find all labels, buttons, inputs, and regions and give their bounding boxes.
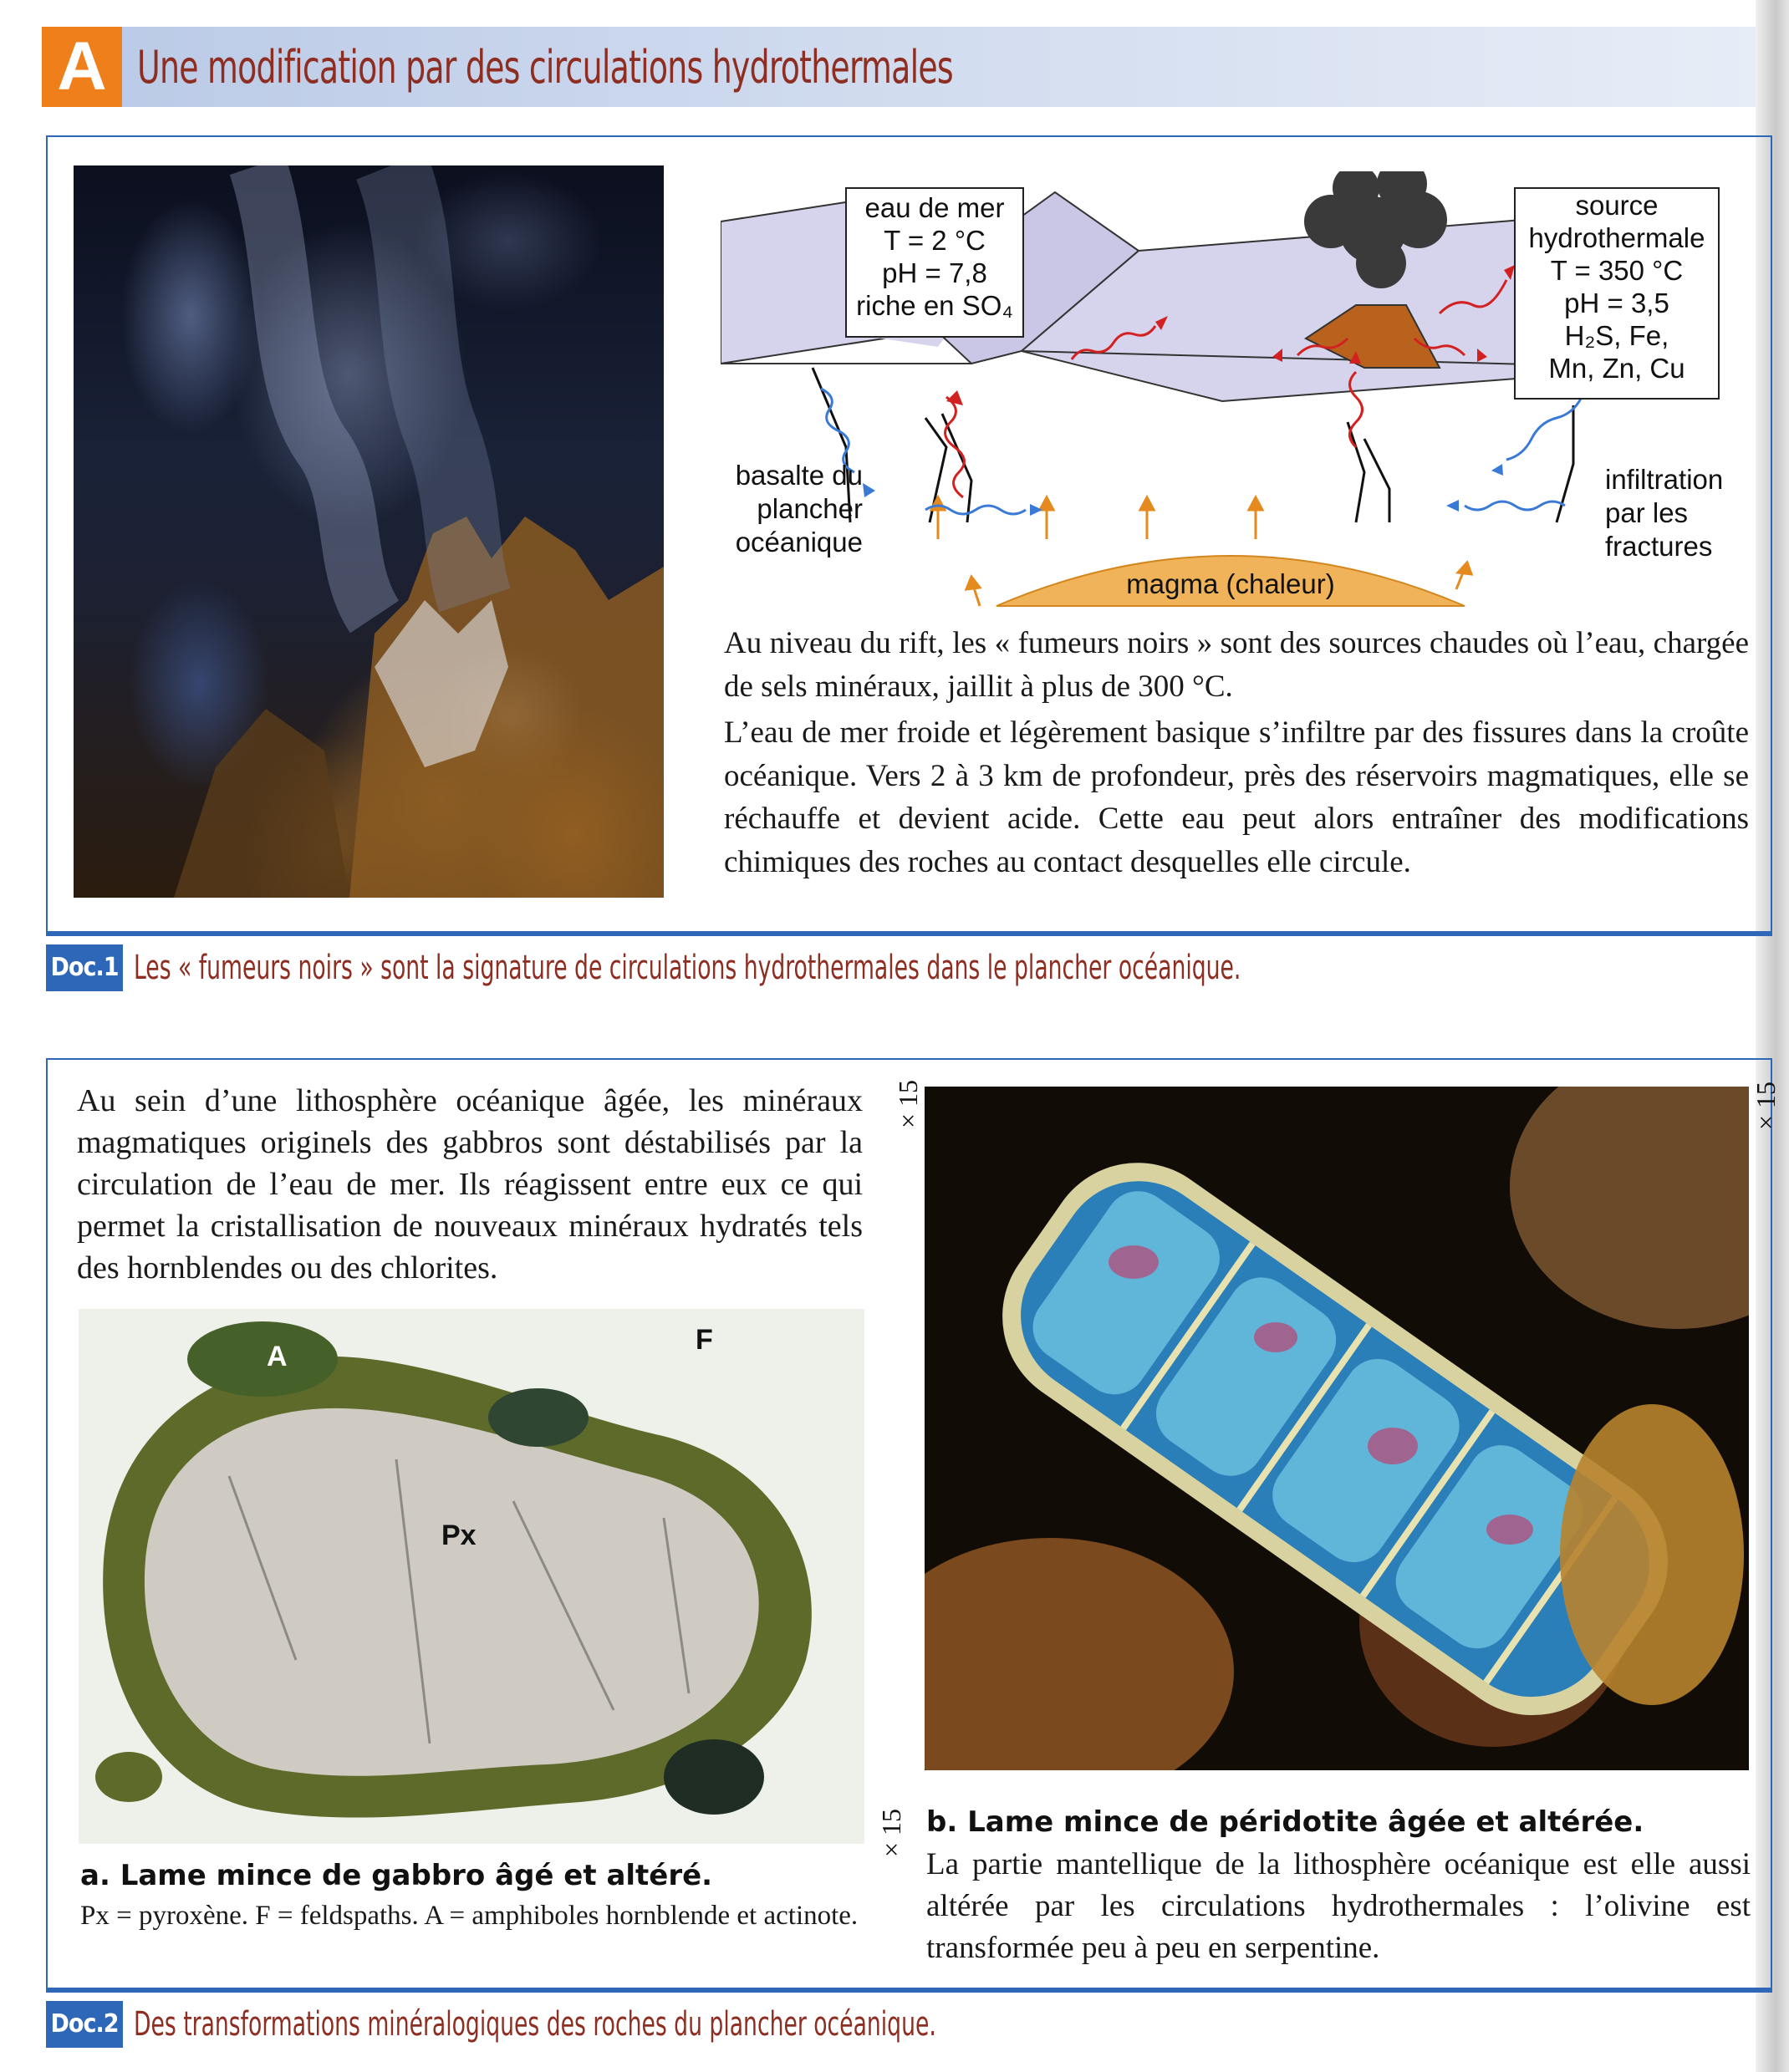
doc2-intro-text: Au sein d’une lithosphère océanique âgée, les minéraux magmatiques originels des gabbros sont déstabilisés par la circulation de l’eau de mer. Ils réagissent entre eux ce qui permet la cristallisation de nouveaux minéraux hydratés tels des hornblendes ou des chlorites. xyxy=(77,1083,863,1285)
doc1-frame-bar xyxy=(46,931,1772,936)
infiltration-label-line2: par les xyxy=(1605,497,1689,528)
caption-b-title: b. Lame mince de péridotite âgée et altérée. xyxy=(926,1805,1644,1839)
peridotite-thin-section-photo xyxy=(925,1087,1749,1770)
source-box-line3: T = 350 °C xyxy=(1550,255,1684,286)
doc1-body-text xyxy=(724,622,1749,887)
doc1-tag: Doc.1 xyxy=(46,944,123,991)
doc1-caption: Les « fumeurs noirs » sont la signature de circulations hydrothermales dans le plancher océanique. xyxy=(134,949,1241,987)
seawater-box-line2: T = 2 °C xyxy=(884,225,986,256)
caption-a-title: a. Lame mince de gabbro âgé et altéré. xyxy=(80,1859,713,1892)
source-box-line5: H₂S, Fe, xyxy=(1564,320,1669,351)
caption-a-body: Px = pyroxène. F = feldspaths. A = amphiboles hornblende et actinote. xyxy=(80,1901,859,1931)
black-smoker-photo xyxy=(74,165,664,898)
doc1-paragraph-1: Au niveau du rift, les « fumeurs noirs » sont des sources chaudes où l’eau, chargée de sels minéraux, jaillit à plus de 300 °C. xyxy=(724,626,1749,704)
magma-label: magma (chaleur) xyxy=(1126,568,1335,599)
seawater-box-line4: riche en SO₄ xyxy=(856,290,1013,321)
feldspar-label: F xyxy=(696,1324,713,1356)
basalt-label-line2: plancher xyxy=(757,493,863,524)
basalt-label-line1: basalte du xyxy=(735,460,863,491)
hydrothermal-circulation-diagram xyxy=(721,171,1724,619)
source-box-line4: pH = 3,5 xyxy=(1564,288,1669,318)
seawater-box-line3: pH = 7,8 xyxy=(882,257,987,288)
source-box-line6: Mn, Zn, Cu xyxy=(1548,353,1685,384)
section-letter-badge: A xyxy=(42,27,122,107)
doc2-tag: Doc.2 xyxy=(46,2001,123,2048)
doc2-frame-bar xyxy=(46,1988,1772,1993)
doc2-caption: Des transformations minéralogiques des roches du plancher océanique. xyxy=(134,2005,936,2044)
scale-b-right: × 15 xyxy=(1751,1081,1781,1130)
scale-b-left: × 15 xyxy=(893,1079,923,1128)
section-title: Une modification par des circulations hydrothermales xyxy=(137,41,953,94)
pyroxene-label: Px xyxy=(441,1520,477,1551)
gabbro-thin-section-photo xyxy=(79,1309,864,1844)
basalt-label-line3: océanique xyxy=(735,527,863,557)
infiltration-label-line3: fractures xyxy=(1605,531,1713,562)
doc1-paragraph-2: L’eau de mer froide et légèrement basique s’infiltre par des fissures dans la croûte océanique. Vers 2 à 3 km de profondeur, près des réservoirs magmatiques, elle se réchauffe et devient acide. Cette eau peut alors entraîner des modifications chimiques des roches au contact desquelles elle circule. xyxy=(724,715,1749,879)
scale-a: × 15 xyxy=(876,1808,906,1857)
seawater-box-line1: eau de mer xyxy=(864,192,1005,223)
source-box-line2: hydrothermale xyxy=(1528,222,1705,253)
source-box-line1: source xyxy=(1575,190,1659,221)
amphibole-label: A xyxy=(267,1341,288,1372)
caption-b-body: La partie mantellique de la lithosphère océanique est elle aussi altérée par les circulations hydrothermales : l’olivine est transformée peu à peu en serpentine. xyxy=(926,1847,1751,1965)
infiltration-label-line1: infiltration xyxy=(1605,464,1724,495)
